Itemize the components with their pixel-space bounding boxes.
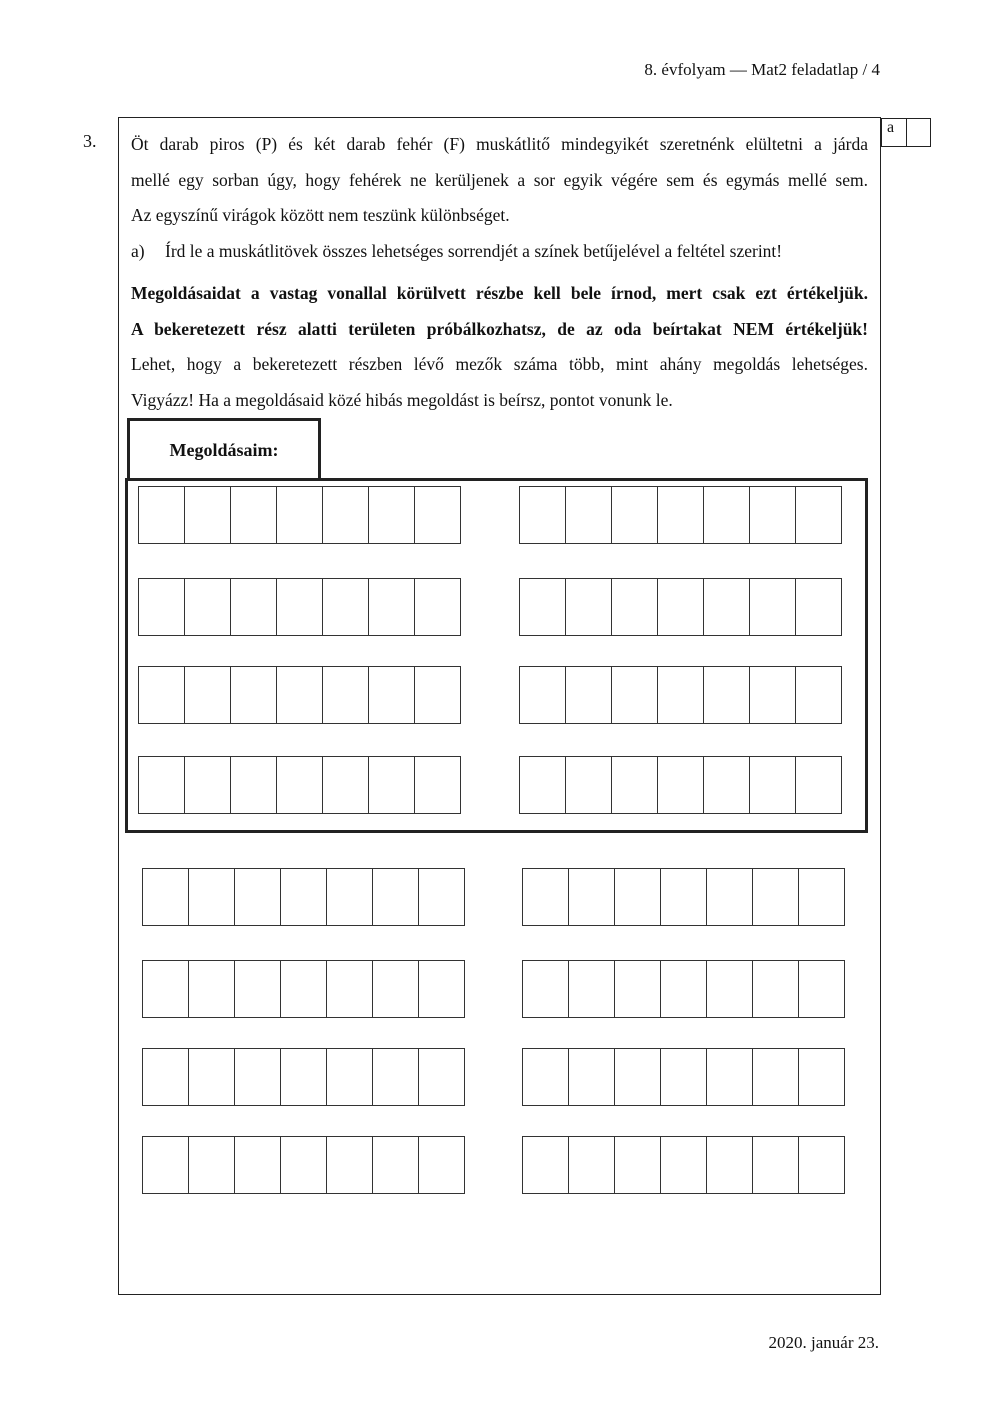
letter-box[interactable] <box>795 486 842 544</box>
letter-box[interactable] <box>276 756 323 814</box>
letter-box[interactable] <box>657 666 704 724</box>
letter-box[interactable] <box>611 486 658 544</box>
instruction-note: Vigyázz! Ha a megoldásaid közé hibás megoldást is beírsz, pontot vonunk le. <box>131 389 673 410</box>
scratch-row <box>142 960 465 1018</box>
letter-box[interactable] <box>280 1136 327 1194</box>
letter-box[interactable] <box>798 1048 845 1106</box>
answer-row <box>138 756 461 814</box>
letter-box[interactable] <box>372 1136 419 1194</box>
letter-box[interactable] <box>326 960 373 1018</box>
letter-box[interactable] <box>611 666 658 724</box>
letter-box[interactable] <box>142 868 189 926</box>
letter-box[interactable] <box>372 868 419 926</box>
letter-box[interactable] <box>230 756 277 814</box>
letter-box[interactable] <box>230 486 277 544</box>
letter-box[interactable] <box>372 960 419 1018</box>
letter-box[interactable] <box>614 1136 661 1194</box>
page-header: 8. évfolyam — Mat2 feladatlap / 4 <box>644 60 880 79</box>
letter-box[interactable] <box>142 960 189 1018</box>
letter-box[interactable] <box>660 1048 707 1106</box>
letter-box[interactable] <box>706 1048 753 1106</box>
letter-box[interactable] <box>280 868 327 926</box>
letter-box[interactable] <box>326 868 373 926</box>
letter-box[interactable] <box>706 868 753 926</box>
letter-box[interactable] <box>657 578 704 636</box>
answer-row <box>138 666 461 724</box>
letter-box[interactable] <box>184 756 231 814</box>
scratch-row <box>522 1136 845 1194</box>
letter-box[interactable] <box>614 1048 661 1106</box>
answer-row <box>138 578 461 636</box>
letter-box[interactable] <box>188 868 235 926</box>
letter-box[interactable] <box>703 666 750 724</box>
letter-box[interactable] <box>414 756 461 814</box>
answer-row <box>519 756 842 814</box>
letter-box[interactable] <box>276 578 323 636</box>
scratch-row <box>522 1048 845 1106</box>
letter-box[interactable] <box>418 960 465 1018</box>
letter-box[interactable] <box>522 960 569 1018</box>
letter-box[interactable] <box>234 868 281 926</box>
letter-box[interactable] <box>795 666 842 724</box>
letter-box[interactable] <box>414 486 461 544</box>
letter-box[interactable] <box>519 486 566 544</box>
letter-box[interactable] <box>568 868 615 926</box>
letter-box[interactable] <box>280 960 327 1018</box>
letter-box[interactable] <box>752 1048 799 1106</box>
letter-box[interactable] <box>184 666 231 724</box>
letter-box[interactable] <box>749 486 796 544</box>
letter-box[interactable] <box>326 1136 373 1194</box>
letter-box[interactable] <box>703 486 750 544</box>
scratch-row <box>522 868 845 926</box>
instruction-bold: A bekeretezett rész alatti területen próbálkozhatsz, de az oda beírtakat NEM értékeljük! <box>131 318 868 339</box>
letter-box[interactable] <box>368 666 415 724</box>
letter-box[interactable] <box>522 1136 569 1194</box>
letter-box[interactable] <box>414 666 461 724</box>
letter-box[interactable] <box>188 960 235 1018</box>
letter-box[interactable] <box>322 486 369 544</box>
letter-box[interactable] <box>749 578 796 636</box>
letter-box[interactable] <box>568 1136 615 1194</box>
letter-box[interactable] <box>660 868 707 926</box>
letter-box[interactable] <box>798 868 845 926</box>
letter-box[interactable] <box>795 578 842 636</box>
letter-box[interactable] <box>749 666 796 724</box>
letter-box[interactable] <box>519 578 566 636</box>
answer-row <box>138 486 461 544</box>
intro-line: Az egyszínű virágok között nem teszünk különbséget. <box>131 205 510 225</box>
letter-box[interactable] <box>184 486 231 544</box>
page-footer-date: 2020. január 23. <box>768 1333 879 1352</box>
letter-box[interactable] <box>657 486 704 544</box>
letter-box[interactable] <box>614 868 661 926</box>
letter-box[interactable] <box>322 756 369 814</box>
letter-box[interactable] <box>519 756 566 814</box>
letter-box[interactable] <box>522 1048 569 1106</box>
letter-box[interactable] <box>565 578 612 636</box>
letter-box[interactable] <box>660 1136 707 1194</box>
scratch-row <box>142 868 465 926</box>
letter-box[interactable] <box>519 666 566 724</box>
letter-box[interactable] <box>184 578 231 636</box>
scratch-row <box>142 1048 465 1106</box>
letter-box[interactable] <box>706 1136 753 1194</box>
scratch-row <box>142 1136 465 1194</box>
letter-box[interactable] <box>276 486 323 544</box>
letter-box[interactable] <box>798 960 845 1018</box>
letter-box[interactable] <box>142 1048 189 1106</box>
answer-row <box>519 578 842 636</box>
letter-box[interactable] <box>188 1048 235 1106</box>
letter-box[interactable] <box>568 960 615 1018</box>
letter-box[interactable] <box>368 756 415 814</box>
score-box <box>881 118 931 147</box>
letter-box[interactable] <box>138 756 185 814</box>
subtask-label: a) <box>131 240 145 261</box>
letter-box[interactable] <box>565 756 612 814</box>
letter-box[interactable] <box>614 960 661 1018</box>
task-number: 3. <box>83 131 97 151</box>
letter-box[interactable] <box>368 486 415 544</box>
letter-box[interactable] <box>568 1048 615 1106</box>
letter-box[interactable] <box>418 1048 465 1106</box>
letter-box[interactable] <box>234 1048 281 1106</box>
letter-box[interactable] <box>752 868 799 926</box>
letter-box[interactable] <box>798 1136 845 1194</box>
instruction-note: Lehet, hogy a bekeretezett részben lévő mezők száma több, mint ahány megoldás lehetséges. <box>131 354 868 374</box>
instruction-bold: Megoldásaidat a vastag vonallal körülvett részbe kell bele írnod, mert csak ezt értékeljük. <box>131 283 868 303</box>
letter-box[interactable] <box>418 1136 465 1194</box>
answer-row <box>519 666 842 724</box>
score-field[interactable] <box>906 119 931 146</box>
letter-box[interactable] <box>138 578 185 636</box>
letter-box[interactable] <box>611 756 658 814</box>
score-label: a <box>887 119 895 136</box>
letter-box[interactable] <box>706 960 753 1018</box>
letter-box[interactable] <box>611 578 658 636</box>
letter-box[interactable] <box>565 666 612 724</box>
answer-tab-label: Megoldásaim: <box>127 418 321 479</box>
letter-box[interactable] <box>276 666 323 724</box>
letter-box[interactable] <box>234 960 281 1018</box>
letter-box[interactable] <box>326 1048 373 1106</box>
letter-box[interactable] <box>414 578 461 636</box>
letter-box[interactable] <box>188 1136 235 1194</box>
letter-box[interactable] <box>280 1048 327 1106</box>
letter-box[interactable] <box>703 578 750 636</box>
letter-box[interactable] <box>138 666 185 724</box>
letter-box[interactable] <box>522 868 569 926</box>
letter-box[interactable] <box>795 756 842 814</box>
answer-row <box>519 486 842 544</box>
letter-box[interactable] <box>749 756 796 814</box>
letter-box[interactable] <box>565 486 612 544</box>
scratch-row <box>522 960 845 1018</box>
letter-box[interactable] <box>660 960 707 1018</box>
subtask-a <box>131 234 868 270</box>
letter-box[interactable] <box>703 756 750 814</box>
intro-line: mellé egy sorban úgy, hogy fehérek ne kerüljenek a sor egyik végére sem és egymás mellé sem. <box>131 169 868 190</box>
letter-box[interactable] <box>752 1136 799 1194</box>
task-text <box>131 127 868 418</box>
letter-box[interactable] <box>230 666 277 724</box>
letter-box[interactable] <box>234 1136 281 1194</box>
letter-box[interactable] <box>322 666 369 724</box>
subtask-text: Írd le a muskátlitövek összes lehetséges sorrendjét a színek betűjelével a feltétel szerint! <box>165 240 783 261</box>
letter-box[interactable] <box>368 578 415 636</box>
letter-box[interactable] <box>657 756 704 814</box>
letter-box[interactable] <box>418 868 465 926</box>
letter-box[interactable] <box>322 578 369 636</box>
letter-box[interactable] <box>752 960 799 1018</box>
letter-box[interactable] <box>230 578 277 636</box>
letter-box[interactable] <box>142 1136 189 1194</box>
intro-line: Öt darab piros (P) és két darab fehér (F) muskátlitő mindegyikét szeretnénk elültetni a járda <box>131 134 868 154</box>
letter-box[interactable] <box>138 486 185 544</box>
letter-box[interactable] <box>372 1048 419 1106</box>
